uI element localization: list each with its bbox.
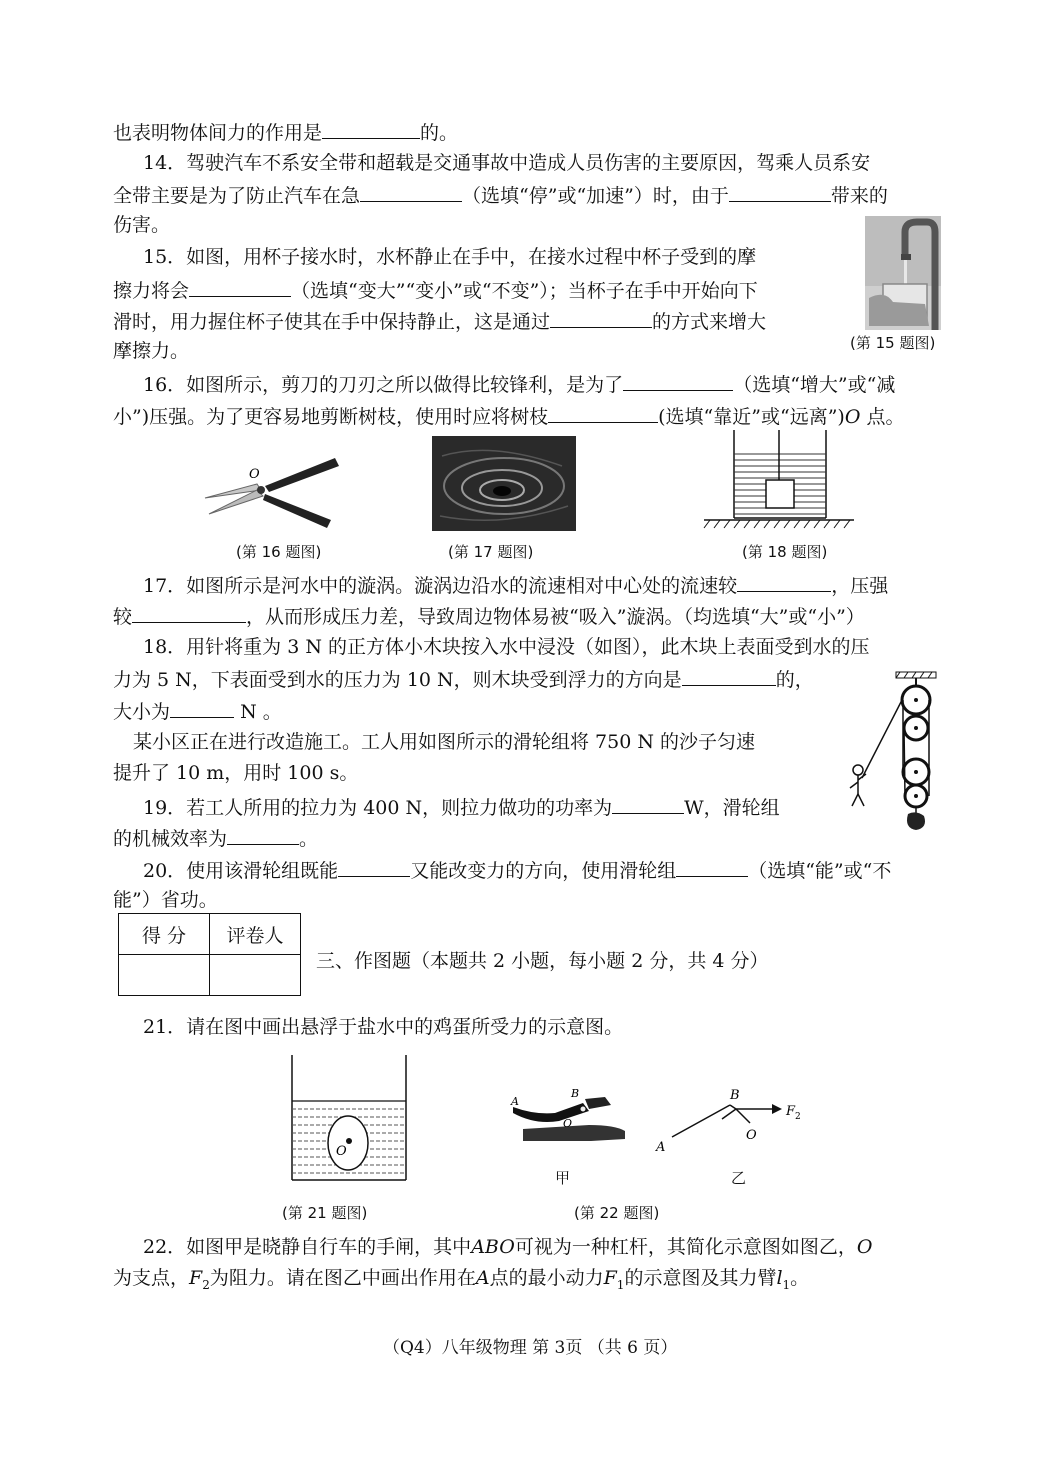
- answer-blank[interactable]: [227, 824, 299, 845]
- fig21-caption: (第 21 题图): [282, 1204, 368, 1222]
- text: 17．如图所示是河水中的漩涡。漩涡边沿水的流速相对中心处的流速较: [143, 575, 738, 597]
- subscript: 1: [782, 1277, 791, 1292]
- answer-blank[interactable]: [729, 181, 831, 202]
- q19-line-1: [143, 793, 780, 821]
- text: 。: [790, 1267, 810, 1289]
- lever-B-label: B: [730, 1088, 740, 1103]
- text: 点的最小动力: [489, 1267, 604, 1289]
- q14-line-2: [113, 181, 888, 209]
- section-3-heading: 三、作图题（本题共 2 小题，每小题 2 分，共 4 分）: [316, 950, 769, 972]
- subscript: 1: [616, 1277, 625, 1292]
- force-symbol: F: [189, 1267, 203, 1289]
- whirlpool-figure: [432, 436, 576, 531]
- fig18-caption: (第 18 题图): [742, 543, 828, 561]
- q19-line-2: [113, 824, 318, 852]
- answer-blank[interactable]: [737, 571, 831, 592]
- text: 。: [299, 828, 319, 850]
- text: 为支点，: [113, 1267, 190, 1289]
- lever-O-label: O: [746, 1128, 757, 1143]
- q16-line-1: [143, 370, 895, 398]
- page-footer: （Q4）八年级物理 第 3页 （共 6 页）: [383, 1338, 678, 1358]
- subscript: 2: [202, 1277, 210, 1292]
- text: 14．驾驶汽车不系安全带和超载是交通事故中造成人员伤害的主要原因，驾乘人员系安: [143, 152, 871, 174]
- text: （选填“停”或“加速”）时，由于: [462, 185, 729, 207]
- answer-blank[interactable]: [360, 181, 462, 202]
- q17-line-1: [143, 571, 888, 599]
- grader-header: 评卷人: [210, 914, 301, 955]
- fig22-caption: (第 22 题图): [574, 1204, 660, 1222]
- q15-line-3: [113, 307, 766, 335]
- text: （选填“能”或“不: [748, 860, 892, 882]
- q20-line-2: [113, 887, 218, 913]
- text: 大小为: [113, 701, 171, 723]
- answer-blank[interactable]: [623, 370, 733, 391]
- text: 的示意图及其力臂: [624, 1267, 777, 1289]
- arm-symbol: l: [776, 1267, 783, 1289]
- scissors-figure: [205, 450, 340, 535]
- answer-blank[interactable]: [550, 307, 652, 328]
- brake-O-label: O: [563, 1117, 573, 1130]
- lever-F2-subscript: 2: [795, 1112, 801, 1122]
- point-label: A: [475, 1267, 490, 1289]
- text: 力为 5 N，下表面受到水的压力为 10 N，则木块受到浮力的方向是: [113, 669, 682, 691]
- pulley-system-figure: [848, 670, 938, 840]
- answer-blank[interactable]: [338, 856, 410, 877]
- fig17-caption: (第 17 题图): [448, 543, 534, 561]
- text: 摩擦力。: [113, 340, 190, 362]
- text: 15．如图，用杯子接水时，水杯静止在手中，在接水过程中杯子受到的摩: [143, 246, 757, 268]
- text: 20．使用该滑轮组既能: [143, 860, 339, 882]
- text: 的机械效率为: [113, 828, 228, 850]
- text: 为阻力。请在图乙中画出作用在: [209, 1267, 476, 1289]
- text: W，滑轮组: [684, 797, 780, 819]
- text: 提升了 10 m，用时 100 s。: [113, 762, 359, 784]
- fig16-caption: (第 16 题图): [236, 543, 322, 561]
- answer-blank[interactable]: [170, 697, 234, 718]
- q21-line: 21．请在图中画出悬浮于盐水中的鸡蛋所受力的示意图。: [143, 1016, 624, 1038]
- point-label: O: [844, 406, 861, 428]
- q13-end-line: [113, 118, 458, 146]
- q22-line-1: [143, 1234, 872, 1260]
- point-label: O: [856, 1236, 873, 1258]
- lever-name: ABO: [471, 1236, 515, 1258]
- jia-label: 甲: [555, 1169, 571, 1187]
- text: （选填“变大”“变小”或“不变”）；当杯子在手中开始向下: [291, 280, 758, 302]
- text: 小”)压强。为了更容易地剪断树枝，使用时应将树枝: [113, 406, 549, 428]
- text: 19．若工人所用的拉力为 400 N，则拉力做功的功率为: [143, 797, 613, 819]
- text: 又能改变力的方向，使用滑轮组: [410, 860, 677, 882]
- text: 18．用针将重为 3 N 的正方体小木块按入水中浸没（如图），此木块上表面受到水的压: [143, 636, 870, 658]
- score-header: 得 分: [119, 914, 210, 955]
- score-table: [118, 913, 301, 996]
- text: ，从而形成压力差，导致周边物体易被“吸入”漩涡。（均选填“大”或“小”）: [246, 606, 865, 628]
- fig15-caption: (第 15 题图): [850, 334, 936, 352]
- q14-line-1: [143, 150, 870, 176]
- pulley-intro-line-2: [113, 760, 358, 786]
- score-cell[interactable]: [119, 955, 210, 996]
- text: 全带主要是为了防止汽车在急: [113, 185, 361, 207]
- text: 较: [113, 606, 133, 628]
- text: 22．如图甲是晓静自行车的手闸，其中: [143, 1236, 472, 1258]
- lever-A-label: A: [656, 1140, 666, 1155]
- faucet-glass-figure: [865, 216, 941, 330]
- lever-F2-label: F: [786, 1104, 796, 1119]
- text: 的，: [775, 669, 814, 691]
- pulley-intro-line-1: [133, 729, 755, 755]
- q22-line-2: [113, 1265, 809, 1298]
- q14-line-3: [113, 212, 170, 238]
- text: N 。: [240, 701, 282, 723]
- text: 点。: [866, 406, 905, 428]
- text: (选填“靠近”或“远离”): [658, 406, 845, 428]
- yi-label: 乙: [731, 1169, 747, 1187]
- block-in-water-figure: [704, 430, 854, 530]
- q15-line-1: [143, 244, 756, 270]
- text: ，压强: [831, 575, 889, 597]
- q18-line-2: [113, 665, 814, 693]
- text: 的。: [420, 122, 459, 144]
- text: 的方式来增大: [652, 311, 767, 333]
- grader-cell[interactable]: [210, 955, 301, 996]
- text: 擦力将会: [113, 280, 190, 302]
- answer-blank[interactable]: [548, 402, 658, 423]
- answer-blank[interactable]: [612, 793, 684, 814]
- q18-line-3: [113, 697, 282, 725]
- q17-line-2: [113, 602, 865, 630]
- text: 也表明物体间力的作用是: [113, 122, 323, 144]
- brake-A-label: A: [511, 1095, 519, 1108]
- q18-line-1: [143, 634, 870, 660]
- q15-line-2: [113, 276, 758, 304]
- egg-O-label: O: [336, 1144, 347, 1159]
- text: 带来的: [830, 185, 888, 207]
- brake-B-label: B: [571, 1087, 580, 1100]
- lever-schematic-figure: [652, 1085, 812, 1160]
- answer-blank[interactable]: [132, 602, 246, 623]
- text: 可视为一种杠杆，其简化示意图如图乙，: [514, 1236, 857, 1258]
- text: （选填“增大”或“减: [733, 374, 896, 396]
- q16-line-2: [113, 402, 904, 430]
- text: 能”）省功。: [113, 889, 218, 911]
- answer-blank[interactable]: [322, 118, 420, 139]
- q20-line-1: [143, 856, 891, 884]
- text: 伤害。: [113, 214, 171, 236]
- force-symbol: F: [603, 1267, 617, 1289]
- scissor-O-label: O: [249, 467, 260, 482]
- text: 某小区正在进行改造施工。工人用如图所示的滑轮组将 750 N 的沙子匀速: [133, 731, 756, 753]
- text: 16．如图所示，剪刀的刀刃之所以做得比较锋利，是为了: [143, 374, 624, 396]
- answer-blank[interactable]: [682, 665, 776, 686]
- brake-lever-figure: [505, 1085, 630, 1145]
- text: 滑时，用力握住杯子使其在手中保持静止，这是通过: [113, 311, 551, 333]
- egg-in-saltwater-figure: [288, 1055, 410, 1183]
- answer-blank[interactable]: [676, 856, 748, 877]
- q15-line-4: [113, 338, 189, 364]
- answer-blank[interactable]: [189, 276, 291, 297]
